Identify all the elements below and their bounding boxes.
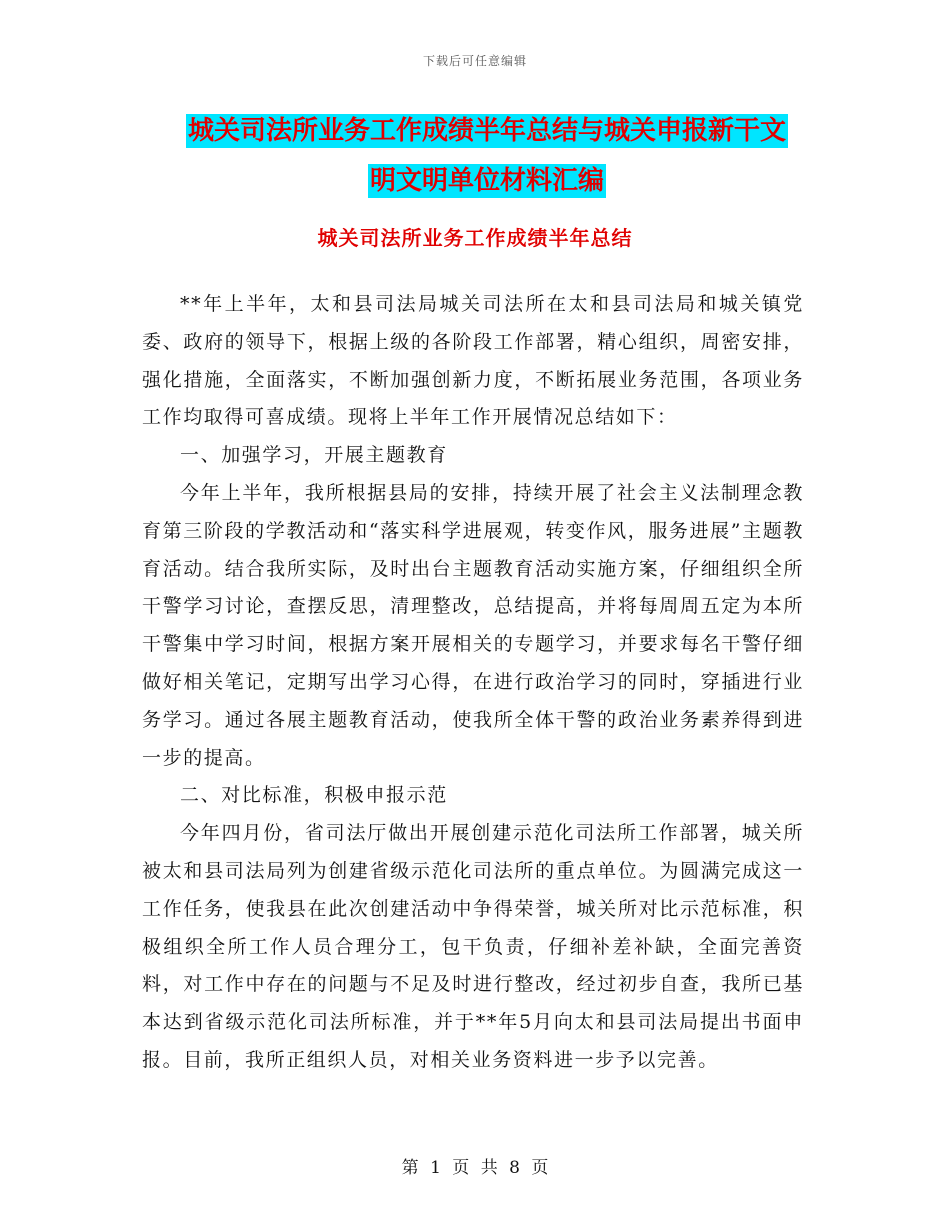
header-note: 下载后可任意编辑	[422, 54, 527, 68]
main-title	[142, 106, 832, 206]
paragraph-standard: 今年四月份，省司法厅做出开展创建示范化司法所工作部署，城关所被太和县司法局列为创建省级示范化司法所的重点单位。为圆满完成这一工作任务，使我县在此次创建活动中争得荣誉，城关所对比示范标准，积极组织全所工作人员合理分工，包干负责，仔细补差补缺，全面完善资料，对工作中存在的问题与不足及时进行整改，经过初步自查，我所已基本达到省级示范化司法所标准，并于**年5月向太和县司法局提出书面申报。目前，我所正组织人员，对相关业务资料进一步予以完善。	[142, 822, 804, 1071]
heading-standard: 二、对比标准，积极申报示范	[180, 784, 448, 807]
paragraph-study: 今年上半年，我所根据县局的安排，持续开展了社会主义法制理念教育第三阶段的学教活动和“落实科学进展观，转变作风，服务进展”主题教育活动。结合我所实际，及时出台主题教育活动实施方案，仔细组织全所干警学习讨论，查摆反思，清理整改，总结提高，并将每周周五定为本所干警集中学习时间，根据方案开展相关的专题学习，并要求每名干警仔细做好相关笔记，定期写出学习心得，在进行政治学习的同时，穿插进行业务学习。通过各展主题教育活动，使我所全体干警的政治业务素养得到进一步的提高。	[142, 481, 804, 769]
main-title-line-2: 明文明单位材料汇编	[369, 166, 604, 196]
paragraph-intro: **年上半年，太和县司法局城关司法所在太和县司法局和城关镇党委、政府的领导下，根据上级的各阶段工作部署，精心组织，周密安排，强化措施，全面落实，不断加强创新力度，不断拓展业务范围，各项业务工作均取得可喜成绩。现将上半年工作开展情况总结如下：	[142, 293, 804, 429]
section-title: 城关司法所业务工作成绩半年总结	[317, 226, 633, 250]
main-title-line-1: 城关司法所业务工作成绩半年总结与城关申报新干文	[187, 116, 786, 146]
body-text	[142, 286, 804, 1080]
heading-study: 一、加强学习，开展主题教育	[180, 444, 448, 467]
page-number: 第 1 页 共 8 页	[401, 1158, 549, 1178]
